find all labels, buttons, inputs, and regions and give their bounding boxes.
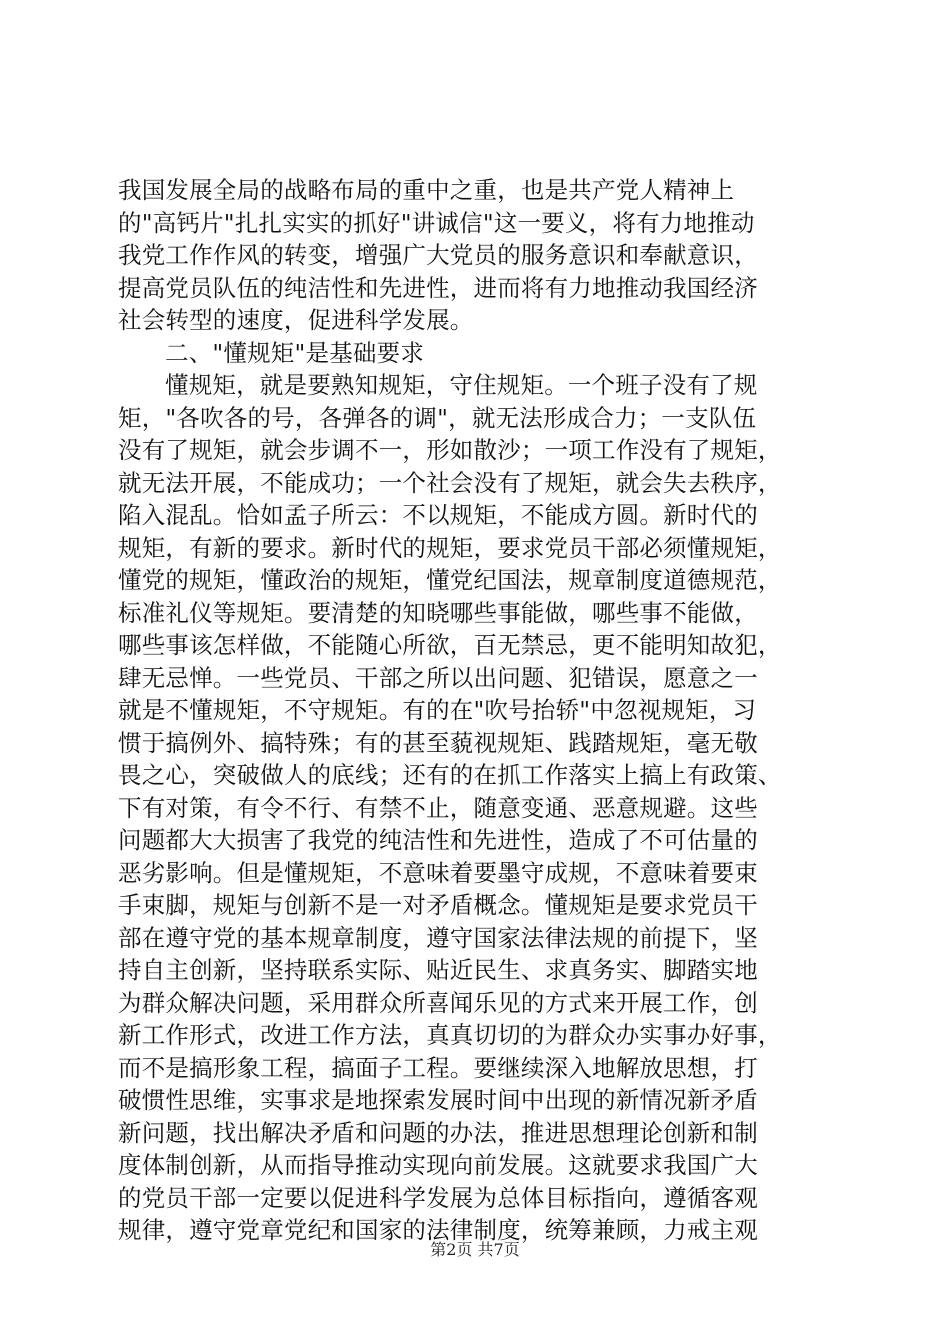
text-line: 陷入混乱。恰如孟子所云：不以规矩，不能成方圆。新时代的 [118, 501, 758, 529]
text-line: 我党工作作风的转变，增强广大党员的服务意识和奉献意识， [118, 241, 758, 269]
text-line: 惯于搞例外、搞特殊；有的甚至藐视规矩、践踏规矩，毫无敬 [118, 728, 758, 757]
text-line: 度体制创新，从而指导推动实现向前发展。这就要求我国广大 [118, 1151, 758, 1179]
text-line: 懂党的规矩，懂政治的规矩，懂党纪国法，规章制度道德规范， [118, 566, 782, 594]
text-line: 的"高钙片"扎扎实实的抓好"讲诚信"这一要义，将有力地推动 [118, 208, 755, 237]
text-line: 而不是搞形象工程，搞面子工程。要继续深入地解放思想，打 [118, 1053, 758, 1082]
text-line: 新问题，找出解决矛盾和问题的办法，推进思想理论创新和制 [118, 1118, 758, 1147]
text-line: 手束脚，规矩与创新不是一对矛盾概念。懂规矩是要求党员干 [118, 891, 758, 919]
text-line: 的党员干部一定要以促进科学发展为总体目标指向，遵循客观 [118, 1183, 758, 1212]
text-line: 部在遵守党的基本规章制度，遵守国家法律法规的前提下，坚 [118, 923, 758, 952]
text-line: 问题都大大损害了我党的纯洁性和先进性，造成了不可估量的 [118, 826, 758, 854]
text-line: 就是不懂规矩，不守规矩。有的在"吹号抬轿"中忽视规矩，习 [118, 696, 757, 724]
text-line: 规律，遵守党章党纪和国家的法律制度，统筹兼顾，力戒主观 [118, 1216, 758, 1244]
text-line: 就无法开展，不能成功；一个社会没有了规矩，就会失去秩序， [118, 468, 782, 497]
text-line: 为群众解决问题，采用群众所喜闻乐见的方式来开展工作，创 [118, 988, 758, 1017]
text-line: 规矩，有新的要求。新时代的规矩，要求党员干部必须懂规矩， [118, 533, 782, 562]
text-line: 没有了规矩，就会步调不一，形如散沙；一项工作没有了规矩， [118, 436, 782, 464]
text-line: 哪些事该怎样做，不能随心所欲，百无禁忌，更不能明知故犯， [118, 631, 782, 659]
text-line: 我国发展全局的战略布局的重中之重，也是共产党人精神上 [118, 176, 735, 204]
text-line: 破惯性思维，实事求是地探索发展时间中出现的新情况新矛盾 [118, 1086, 758, 1114]
text-line: 懂规矩，就是要熟知规矩，守住规矩。一个班子没有了规 [165, 371, 758, 399]
body-text [118, 174, 830, 1247]
text-line: 肆无忌惮。一些党员、干部之所以出问题、犯错误，愿意之一 [118, 663, 758, 692]
text-line: 新工作形式，改进工作方法，真真切切的为群众办实事办好事， [118, 1021, 782, 1049]
text-line: 持自主创新，坚持联系实际、贴近民生、求真务实、脚踏实地 [118, 956, 758, 984]
text-line: 社会转型的速度，促进科学发展。 [118, 306, 474, 334]
text-line: 矩，"各吹各的号，各弹各的调"，就无法形成合力；一支队伍 [118, 403, 757, 432]
text-line: 提高党员队伍的纯洁性和先进性，进而将有力地推动我国经济 [118, 273, 758, 302]
page-footer [0, 1240, 950, 1260]
text-line: 畏之心，突破做人的底线；还有的在抓工作落实上搞上有政策、 [118, 761, 782, 789]
section-heading: 二、"懂规矩"是基础要求 [165, 338, 425, 367]
text-line: 下有对策，有令不行、有禁不止，随意变通、恶意规避。这些 [118, 793, 758, 822]
text-line: 恶劣影响。但是懂规矩，不意味着要墨守成规，不意味着要束 [118, 858, 758, 887]
page-number: 第2页 共7页 [430, 1240, 520, 1259]
text-line: 标准礼仪等规矩。要清楚的知晓哪些事能做，哪些事不能做， [118, 598, 758, 627]
